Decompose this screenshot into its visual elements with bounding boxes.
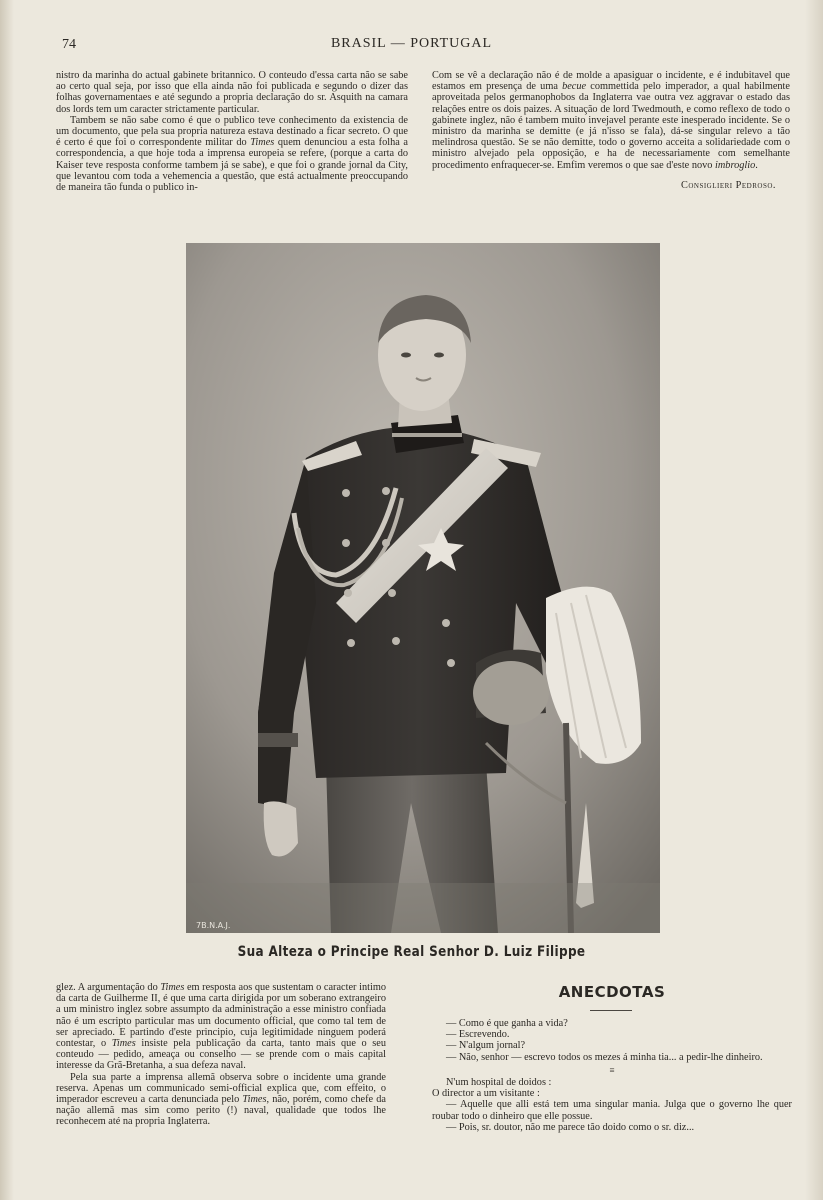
page-number: 74 (62, 37, 76, 52)
dialogue-line: — Escrevendo. (446, 1029, 510, 1041)
text-run: . (755, 159, 758, 171)
paragraph: nistro da marinha do actual gabinete britannico. O conteudo d'essa carta não se sabe ao certo qual seja, por isso que ella ainda não foi publicada e segundo o dizer das folhas governamentaes e até segundo a propria declaração do sr. Asquith na camara dos lords tem um caracter strictamente particular. (56, 70, 408, 115)
dialogue-line: — N'algum jornal? (446, 1040, 526, 1052)
running-title: BRASIL — PORTUGAL (330, 36, 493, 51)
newspaper-name: Times (111, 1038, 136, 1050)
text-run: insiste pela publicação da carta, tanto mais que o seu conteudo — pedido, ameaça ou conselho — se prende com o mais capital interesse da Grã-Bretanha, a sua defeza naval. (56, 1038, 387, 1072)
text-run: quem denunciou a esta folha a correspondencia, a que hoje toda a imprensa europeia se refere, (porque a carta do Kaiser teve resposta conforme tambem já se sabe), e que foi o grande jornal da City, que levantou com toda a vehemencia a questão, que está actualmente preoccupando de maneira tão funda o publico in- (56, 137, 408, 194)
anecdotes-column (432, 1018, 792, 1133)
newspaper-name: Times (160, 982, 185, 993)
page-edge-shadow (805, 0, 823, 1200)
italic-word: imbroglio (715, 159, 756, 171)
dialogue-line: — Pois, sr. doutor, não me parece tão doido como o sr. diz... (446, 1121, 695, 1133)
dialogue-line: N'um hospital de doidos : (446, 1077, 552, 1089)
paragraph (56, 1072, 386, 1128)
dialogue-line: — Não, senhor — escrevo todos os mezes á minha tia... a pedir-lhe dinheiro. (446, 1051, 763, 1063)
dialogue-line: — Como é que ganha a vida? (446, 1018, 568, 1029)
portrait-photograph (186, 243, 660, 933)
article-column-top-right (432, 70, 790, 191)
photo-caption: Sua Alteza o Principe Real Senhor D. Luiz Filippe (237, 944, 586, 960)
section-title-anecdotas: ANECDOTAS (558, 983, 666, 1001)
newspaper-name: Times (250, 137, 275, 149)
article-column-bottom-left (56, 982, 386, 1128)
author-signature: Consiglieri Pedroso. (680, 179, 776, 191)
text-run: , não, porém, como chefe da nação allemã mas sim como perito (!) naval, qualidade que todos lhe reconhecem até na propria Inglaterra. (56, 1094, 386, 1128)
dialogue-line: O director a um visitante : (432, 1088, 540, 1100)
page-spine-shadow (0, 0, 14, 1200)
text-run: Tambem se não sabe como é que o publico teve conhecimento da existencia de um documento, que pela sua propria natureza estava destinado a ficar secreto. O que é certo é que foi o correspondente militar do (56, 114, 408, 149)
dialogue-line: — Aquelle que alli está tem uma singular mania. Julga que o governo lhe quer roubar todo o dinheiro que elle possue. (432, 1099, 792, 1122)
paragraph (56, 982, 386, 1072)
section-ornament: ≡ (609, 1064, 615, 1075)
photographer-mark: 7B.N.A.J. (196, 921, 231, 930)
article-column-top-left (56, 70, 408, 193)
text-run: commettida pelo imperador, a qual habilmente aproveitada pelos germanophobos da Inglaterra vae outra vez aggravar o estado das relações entre os dois paizes. A situação de lord Twedmouth, e como reflexo de todo o gabinete inglez, não é tambem muito invejavel perante este inesperado incidente. Se o ministro da marinha se demitte (e já n'isso se fala), dá-se singular relevo a tão melindrosa questão. Se se não demitte, todo o governo acceita a solidariedade com o ministro alvejado pela opposição, e ha de necessariamente com semelhante procedimento enfraquecer-se. Emfim veremos o que sae d'este novo (432, 81, 790, 171)
paragraph (56, 115, 408, 193)
text-run: Pela sua parte a imprensa allemã observa sobre o incidente uma grande reserva. Apenas um communicado semi-official explica que, com effeito, o imperador escreveu a carta denunciada pelo (56, 1071, 386, 1106)
newspaper-name: Times (242, 1094, 267, 1106)
text-run: Com se vê a declaração não é de molde a apasiguar o incidente, e é indubitavel que estamos em presença de uma (432, 70, 790, 93)
paragraph (432, 70, 790, 171)
title-divider (590, 1010, 632, 1011)
italic-word: becue (562, 81, 587, 93)
text-run: em resposta aos que sustentam o caracter intimo da carta de Guilherme II, é que uma carta dirigida por um soberano extrangeiro a um ministro inglez sobre assumpto da administração a esse ministro confiada não é um escripto particular mas um documento official, que como tal tem de ser apreciado. E partindo d'este principio, cuja legitimidade ninguem poderá contestar, o (56, 982, 386, 1050)
text-run: glez. A argumentação do (56, 982, 161, 993)
